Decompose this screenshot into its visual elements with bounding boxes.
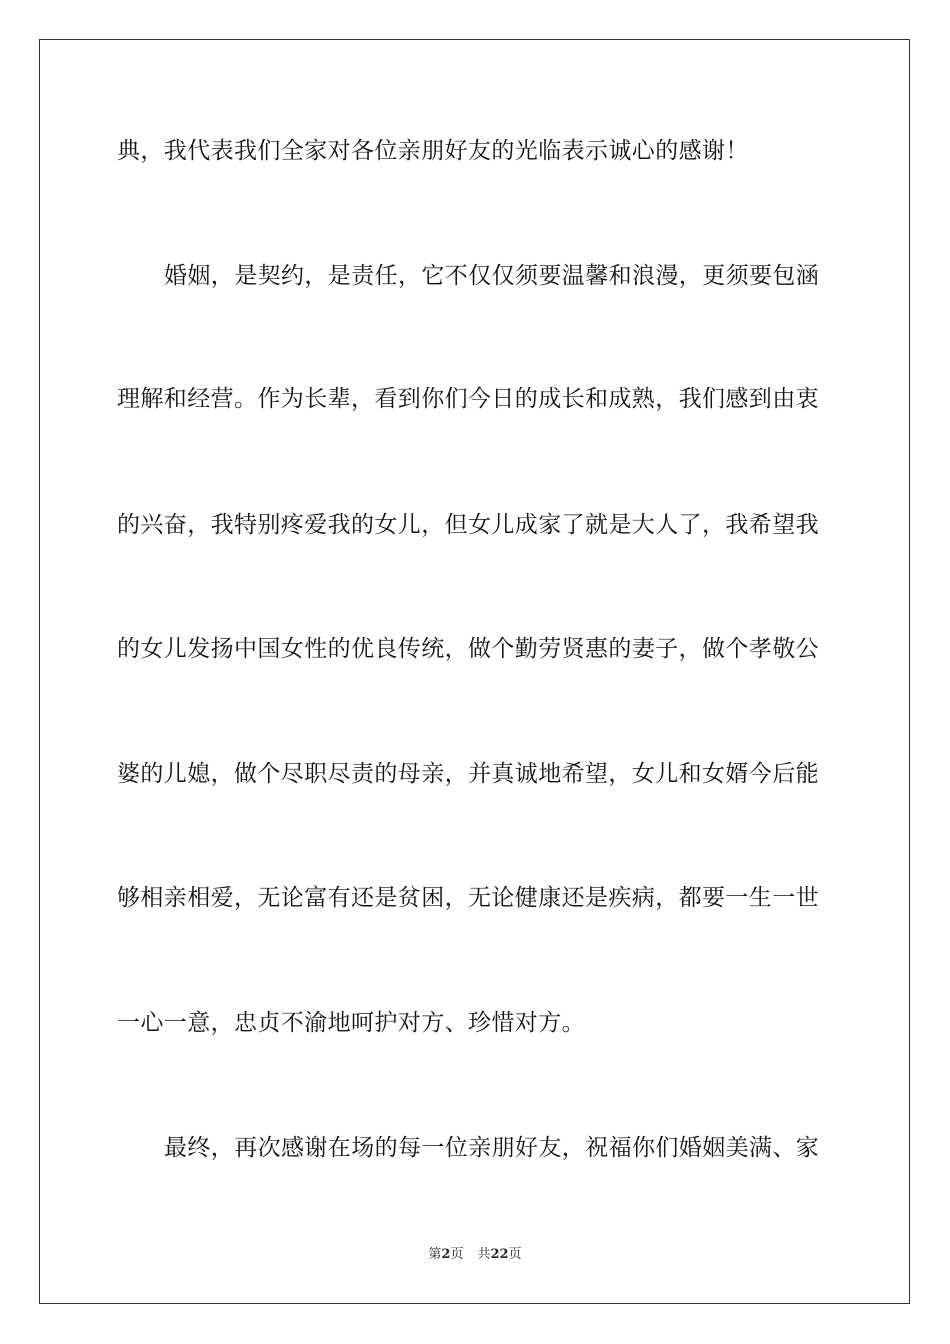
total-pages: 22 <box>490 1247 509 1262</box>
page-suffix: 页 <box>450 1247 464 1262</box>
text-line: 的女儿发扬中国女性的优良传统，做个勤劳贤惠的妻子，做个孝敬公 <box>117 636 819 662</box>
text-line: 一心一意，忠贞不渝地呵护对方、珍惜对方。 <box>117 1010 585 1036</box>
text-line: 典，我代表我们全家对各位亲朋好友的光临表示诚心的感谢！ <box>117 138 749 164</box>
total-suffix: 页 <box>508 1247 522 1262</box>
paragraph-first-line: 最终，再次感谢在场的每一位亲朋好友，祝福你们婚姻美满、家 <box>164 1135 820 1161</box>
text-line: 够相亲相爱，无论富有还是贫困，无论健康还是疾病，都要一生一世 <box>117 885 819 911</box>
page-prefix: 第 <box>428 1247 442 1262</box>
page-border <box>39 39 910 1304</box>
text-line: 理解和经营。作为长辈，看到你们今日的成长和成熟，我们感到由衷 <box>117 386 819 412</box>
page-number: 2 <box>441 1247 451 1262</box>
paragraph-first-line: 婚姻，是契约，是责任，它不仅仅须要温馨和浪漫，更须要包涵 <box>164 263 820 289</box>
total-prefix: 共 <box>477 1247 491 1262</box>
text-line: 婆的儿媳，做个尽职尽责的母亲，并真诚地希望，女儿和女婿今后能 <box>117 761 819 787</box>
page-footer <box>0 1246 950 1264</box>
text-line: 的兴奋，我特别疼爱我的女儿，但女儿成家了就是大人了，我希望我 <box>117 512 819 538</box>
